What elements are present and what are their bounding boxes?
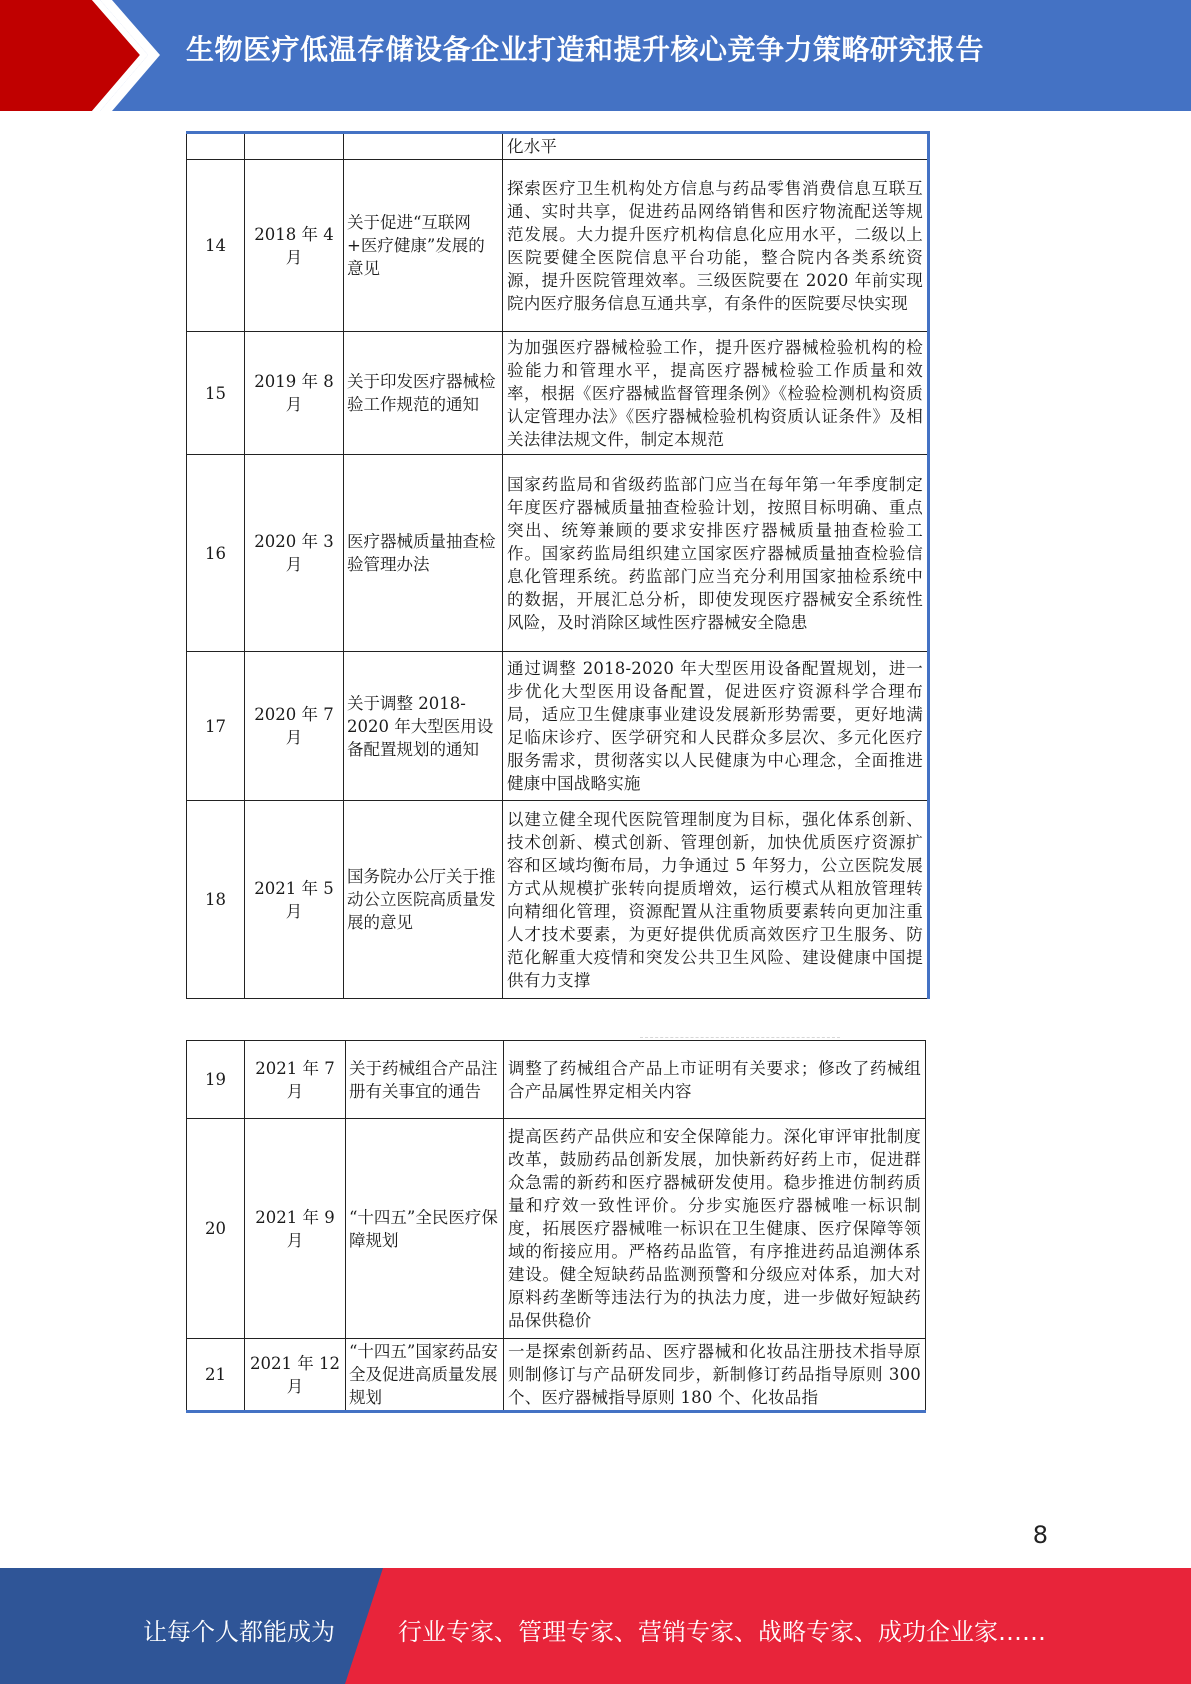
row-date: 2020 年 7 月 <box>245 652 344 801</box>
row-description: 国家药监局和省级药监部门应当在每年第一年季度制定年度医疗器械质量抽查检验计划，按照目标明确、重点突出、统筹兼顾的要求安排医疗器械质量抽查检验工作。国家药监局组织建立国家医疗器械质量抽查检验信息化管理系统。药监部门应当充分利用国家抽检系统中的数据，开展汇总分析，即使发现医疗器械安全系统性风险，及时消除区域性医疗器械安全隐患 <box>503 455 929 652</box>
table-row <box>187 332 929 455</box>
row-number: 19 <box>187 1041 245 1119</box>
page-number: 8 <box>1032 1521 1048 1549</box>
row-number <box>187 133 245 160</box>
row-policy-title: 关于促进“互联网+医疗健康”发展的意见 <box>344 160 503 332</box>
row-date: 2021 年 12 月 <box>245 1339 346 1412</box>
row-description: 为加强医疗器械检验工作，提升医疗器械检验机构的检验能力和管理水平，提高医疗器械检验工作质量和效率，根据《医疗器械监督管理条例》《检验检测机构资质认定管理办法》《医疗器械检验机构资质认证条件》及相关法律法规文件，制定本规范 <box>503 332 929 455</box>
table-row <box>187 652 929 801</box>
row-date: 2018 年 4 月 <box>245 160 344 332</box>
row-number: 16 <box>187 455 245 652</box>
table-row <box>187 1339 926 1412</box>
row-date: 2021 年 5 月 <box>245 801 344 999</box>
page-header <box>0 0 1191 111</box>
header-chevron-decoration <box>0 0 200 111</box>
row-description: 以建立健全现代医院管理制度为目标，强化体系创新、技术创新、模式创新、管理创新，加快优质医疗资源扩容和区域均衡布局，力争通过 5 年努力，公立医院发展方式从规模扩张转向提质增效，运行模式从粗放管理转向精细化管理，资源配置从注重物质要素转向更加注重人才技术要素，为更好提供优质高效医疗卫生服务、防范化解重大疫情和突发公共卫生风险、建设健康中国提供有力支撑 <box>503 801 929 999</box>
row-date <box>245 133 344 160</box>
footer-slogan-left: 让每个人都能成为 <box>143 1618 335 1646</box>
footer-slogan-right: 行业专家、管理专家、营销专家、战略专家、成功企业家…… <box>398 1618 1046 1646</box>
table-row <box>187 455 929 652</box>
row-policy-title <box>344 133 503 160</box>
policy-table-part-2 <box>186 1040 926 1413</box>
row-policy-title: 关于药械组合产品注册有关事宜的通告 <box>346 1041 504 1119</box>
row-date: 2019 年 8 月 <box>245 332 344 455</box>
row-number: 15 <box>187 332 245 455</box>
row-number: 14 <box>187 160 245 332</box>
table-row <box>187 801 929 999</box>
row-description: 探索医疗卫生机构处方信息与药品零售消费信息互联互通、实时共享，促进药品网络销售和医疗物流配送等规范发展。大力提升医疗机构信息化应用水平，二级以上医院要健全医院信息平台功能，整合院内各类系统资源，提升医院管理效率。三级医院要在 2020 年前实现院内医疗服务信息互通共享，有条件的医院要尽快实现 <box>503 160 929 332</box>
table-row <box>187 133 929 160</box>
row-number: 20 <box>187 1119 245 1339</box>
row-description: 调整了药械组合产品上市证明有关要求；修改了药械组合产品属性界定相关内容 <box>504 1041 926 1119</box>
row-number: 18 <box>187 801 245 999</box>
row-description: 通过调整 2018-2020 年大型医用设备配置规划，进一步优化大型医用设备配置，促进医疗资源科学合理布局，适应卫生健康事业建设发展新形势需要，更好地满足临床诊疗、医学研究和人民群众多层次、多元化医疗服务需求，贯彻落实以人民健康为中心理念，全面推进健康中国战略实施 <box>503 652 929 801</box>
row-number: 17 <box>187 652 245 801</box>
table-row <box>187 160 929 332</box>
row-policy-title: 医疗器械质量抽查检验管理办法 <box>344 455 503 652</box>
row-policy-title: 关于调整 2018-2020 年大型医用设备配置规划的通知 <box>344 652 503 801</box>
row-policy-title: “十四五”全民医疗保障规划 <box>346 1119 504 1339</box>
policy-table-part-1 <box>186 131 930 999</box>
report-title: 生物医疗低温存储设备企业打造和提升核心竞争力策略研究报告 <box>186 33 985 66</box>
row-date: 2021 年 7 月 <box>245 1041 346 1119</box>
page-footer <box>0 1568 1191 1684</box>
row-date: 2020 年 3 月 <box>245 455 344 652</box>
row-description: 化水平 <box>503 133 929 160</box>
row-description: 提高医药产品供应和安全保障能力。深化审评审批制度改革，鼓励药品创新发展，加快新药好药上市，促进群众急需的新药和医疗器械研发使用。稳步推进仿制药质量和疗效一致性评价。分步实施医疗器械唯一标识制度，拓展医疗器械唯一标识在卫生健康、医疗保障等领域的衔接应用。严格药品监管，有序推进药品追溯体系建设。健全短缺药品监测预警和分级应对体系，加大对原料药垄断等违法行为的执法力度，进一步做好短缺药品保供稳价 <box>504 1119 926 1339</box>
row-policy-title: 国务院办公厅关于推动公立医院高质量发展的意见 <box>344 801 503 999</box>
row-description: 一是探索创新药品、医疗器械和化妆品注册技术指导原则制修订与产品研发同步，新制修订药品指导原则 300 个、医疗器械指导原则 180 个、化妆品指 <box>504 1339 926 1412</box>
row-policy-title: 关于印发医疗器械检验工作规范的通知 <box>344 332 503 455</box>
row-number: 21 <box>187 1339 245 1412</box>
table-row <box>187 1119 926 1339</box>
row-policy-title: “十四五”国家药品安全及促进高质量发展规划 <box>346 1339 504 1412</box>
table-row <box>187 1041 926 1119</box>
row-date: 2021 年 9 月 <box>245 1119 346 1339</box>
